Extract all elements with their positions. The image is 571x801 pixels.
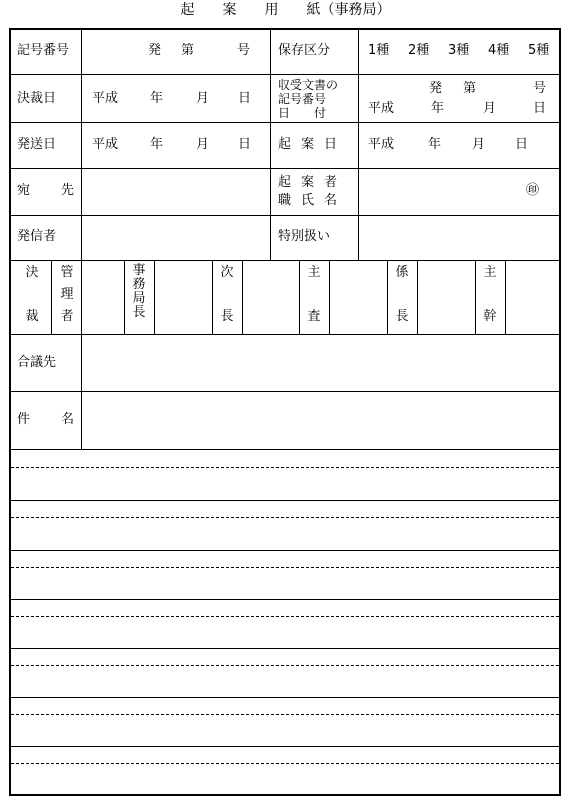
nen-text: 年	[150, 91, 164, 106]
row-divider	[11, 168, 559, 169]
dashed-rule	[11, 567, 559, 568]
kessai-char-1: 決	[25, 265, 39, 280]
row-divider	[11, 334, 559, 335]
kenmei-label-a: 件	[17, 412, 31, 427]
writing-rule	[11, 746, 559, 747]
shuju-line2: 記号番号	[278, 92, 327, 106]
kanrisha-char-3: 者	[60, 309, 74, 324]
shu-5: 5種	[528, 43, 550, 58]
row-divider	[11, 260, 559, 261]
hi-text: 日	[238, 137, 252, 152]
r-hi-text: 日	[515, 137, 529, 152]
col-divider	[124, 260, 125, 334]
writing-rule	[11, 550, 559, 551]
row-divider	[11, 74, 559, 75]
atesaki-label-b: 先	[61, 183, 75, 198]
col-divider	[387, 260, 388, 334]
r-nen-text: 年	[428, 137, 442, 152]
jicho-char-2: 長	[220, 309, 234, 324]
col-divider	[81, 334, 82, 449]
shusa-char-1: 主	[307, 265, 321, 280]
r-hi-text: 日	[533, 101, 547, 116]
r-hatsu-text: 発	[429, 81, 443, 96]
kakaricho-char-1: 係	[395, 265, 409, 280]
r-heisei-text: 平成	[368, 101, 395, 116]
kian-bi-label: 起案日	[278, 137, 348, 152]
col-divider	[270, 30, 271, 260]
shukan-char-2: 幹	[483, 309, 497, 324]
col-divider	[329, 260, 330, 334]
writing-rule	[11, 648, 559, 649]
dashed-rule	[11, 467, 559, 468]
col-divider	[51, 260, 52, 334]
r-dai-text: 第	[463, 81, 477, 96]
shu-4: 4種	[488, 43, 510, 58]
hozon-kubun-label: 保存区分	[278, 43, 331, 58]
kiansha-line1: 起案者	[278, 175, 348, 190]
jicho-char-1: 次	[220, 265, 234, 280]
atesaki-label-a: 宛	[17, 183, 31, 198]
kigo-bango-label: 記号番号	[17, 43, 70, 58]
tsuki-text: 月	[196, 91, 210, 106]
col-divider	[358, 30, 359, 260]
heisei-text: 平成	[92, 137, 119, 152]
kessai-label: 決裁日	[17, 91, 57, 106]
col-divider	[154, 260, 155, 334]
shukan-char-1: 主	[483, 265, 497, 280]
r-nen-text: 年	[431, 101, 445, 116]
shu-1: 1種	[368, 43, 390, 58]
shusa-char-2: 査	[307, 309, 321, 324]
tsuki-text: 月	[196, 137, 210, 152]
row-divider	[11, 391, 559, 392]
r-go-text: 号	[533, 81, 547, 96]
col-divider	[475, 260, 476, 334]
row-divider	[11, 122, 559, 123]
kenmei-label-b: 名	[61, 412, 75, 427]
nen-text: 年	[150, 137, 164, 152]
shu-2: 2種	[408, 43, 430, 58]
hi-text: 日	[238, 91, 252, 106]
dashed-rule	[11, 616, 559, 617]
heisei-text: 平成	[92, 91, 119, 106]
writing-rule	[11, 697, 559, 698]
col-divider	[212, 260, 213, 334]
col-divider	[417, 260, 418, 334]
kakaricho-char-2: 長	[395, 309, 409, 324]
writing-rule	[11, 599, 559, 600]
col-divider	[81, 260, 82, 334]
hasshinsha-label: 発信者	[17, 229, 57, 244]
dai-text: 第	[181, 43, 195, 58]
kiansha-line2: 職氏名	[278, 193, 348, 208]
r-heisei-text: 平成	[368, 137, 395, 152]
shu-3: 3種	[448, 43, 470, 58]
kanrisha-char-1: 管	[60, 265, 74, 280]
proposal-form	[9, 28, 561, 796]
row-divider	[11, 215, 559, 216]
hatsu-text: 発	[148, 43, 162, 58]
r-tsuki-text: 月	[472, 137, 486, 152]
col-divider	[299, 260, 300, 334]
r-tsuki-text: 月	[483, 101, 497, 116]
kessai-char-2: 裁	[25, 309, 39, 324]
dashed-rule	[11, 517, 559, 518]
shuju-line1: 収受文書の	[278, 78, 339, 92]
aigi-label: 合議先	[17, 355, 57, 370]
kanrisha-char-2: 理	[60, 287, 74, 302]
jimukyokucho-label: 事務局長	[132, 263, 146, 320]
col-divider	[242, 260, 243, 334]
col-divider	[81, 30, 82, 260]
col-divider	[505, 260, 506, 334]
go-text: 号	[237, 43, 251, 58]
shuju-line3: 日 付	[278, 106, 327, 120]
dashed-rule	[11, 714, 559, 715]
writing-rule	[11, 500, 559, 501]
row-divider	[11, 449, 559, 450]
seal-mark: ㊞	[526, 183, 540, 198]
dashed-rule	[11, 763, 559, 764]
form-title: 起 案 用 紙（事務局）	[180, 2, 391, 18]
dashed-rule	[11, 665, 559, 666]
tokubetsu-label: 特別扱い	[278, 229, 331, 244]
hasso-label: 発送日	[17, 137, 57, 152]
